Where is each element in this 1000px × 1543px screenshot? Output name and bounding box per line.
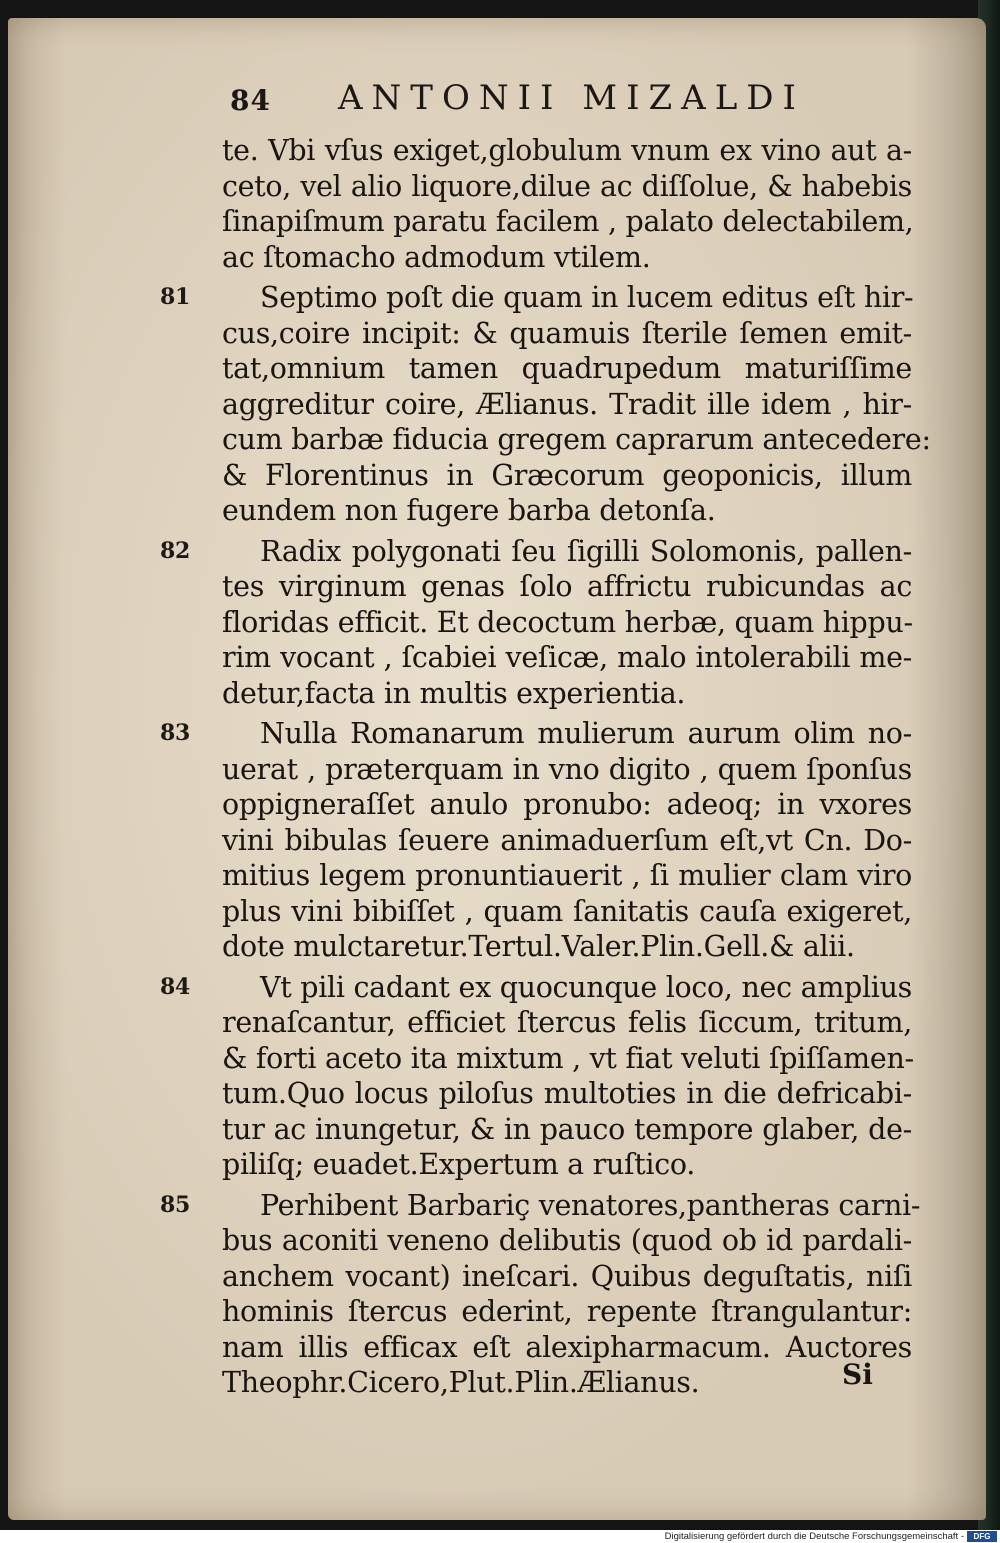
text-line: renaſcantur, efficiet ſtercus felis ſiccum, tritum, (222, 1006, 912, 1039)
text-line: vini bibulas ſeuere animaduerſum eſt,vt Cn. Do- (222, 823, 912, 857)
text-line: hominis ſtercus ederint, repente ſtrangulantur: (222, 1295, 912, 1328)
entry-number: 84 (160, 973, 191, 1000)
continuation-paragraph (222, 133, 912, 275)
text-line: ceto, vel alio liquore,dilue ac diſſolue, & habebis (222, 169, 912, 203)
text-line: piliſq; euadet.Expertum a ruſtico. (222, 1148, 696, 1181)
text-line: Theophr.Cicero,Plut.Plin.Ælianus. (222, 1366, 700, 1399)
running-head: ANTONII MIZALDI (338, 78, 805, 118)
text-line: Nulla Romanarum mulierum aurum olim no- (260, 717, 912, 750)
text-line: eundem non fugere barba detonſa. (222, 494, 716, 527)
page-body (160, 133, 931, 1401)
text-line: rim vocant , ſcabiei veſicæ, malo intolerabili me- (222, 641, 912, 674)
text-line: & Florentinus in Græcorum geoponicis, illum (222, 458, 912, 492)
entry-85 (160, 1188, 921, 1401)
text-line: plus vini bibiſſet , quam ſanitatis cauſa exigeret, (222, 894, 912, 928)
text-line: ſinapiſmum paratu facilem , palato delectabilem, (222, 205, 914, 238)
text-line: tur ac inungetur, & in pauco tempore glaber, de- (222, 1112, 912, 1146)
text-line: tes virginum genas ſolo affrictu rubicundas ac (222, 570, 912, 603)
text-line: floridas efficit. Et decoctum herbæ, quam hippu- (222, 605, 913, 639)
catchword: Si (842, 1358, 873, 1391)
entry-82 (160, 534, 913, 712)
text-line: cus,coire incipit: & quamuis ſterile ſemen emit- (222, 316, 912, 350)
text-line: Septimo poſt die quam in lucem editus eſt hir- (260, 281, 914, 314)
entry-83 (160, 716, 912, 965)
text-line: & forti aceto ita mixtum , vt fiat veluti ſpiſſamen- (222, 1041, 914, 1075)
text-line: te. Vbi vſus exiget,globulum vnum ex vino aut a- (222, 134, 912, 167)
text-line: mitius legem pronuntiauerit , ſi mulier clam viro (222, 859, 912, 892)
digitization-footer (0, 1530, 1000, 1543)
entry-number: 81 (160, 284, 191, 310)
text-line: oppigneraſſet anulo pronubo: adeoq; in vxores (222, 788, 912, 821)
entry-number: 83 (160, 720, 191, 746)
text-line: tum.Quo locus piloſus multoties in die defricabi- (222, 1077, 912, 1110)
page-number: 84 (230, 84, 271, 117)
entry-81 (160, 280, 931, 529)
text-line: aggreditur coire, Ælianus. Tradit ille idem , hir- (222, 387, 912, 421)
text-line: detur,facta in multis experientia. (222, 676, 686, 710)
text-line: ac ſtomacho admodum vtilem. (222, 240, 651, 274)
entry-84 (160, 970, 914, 1183)
text-line: nam illis efficax eſt alexipharmacum. Auctores (222, 1330, 912, 1364)
text-line: bus aconiti veneno delibutis (quod ob id pardali- (222, 1224, 912, 1257)
digitization-credit: Digitalisierung gefördert durch die Deutsche Forschungsgemeinschaft - (664, 1531, 964, 1542)
entry-number: 82 (160, 537, 191, 564)
text-line: Radix polygonati ſeu ſigilli Solomonis, pallen- (260, 534, 912, 568)
text-line: tat,omnium tamen quadrupedum maturiſſime (222, 352, 912, 385)
text-line: anchem vocant) ineſcari. Quibus deguſtatis, niſi (222, 1259, 912, 1293)
text-line: uerat , præterquam in vno digito , quem ſponſus (222, 752, 912, 786)
text-line: Perhibent Barbariç venatores,pantheras carni- (260, 1188, 921, 1222)
entry-number: 85 (160, 1191, 191, 1218)
text-line: dote mulctaretur.Tertul.Valer.Plin.Gell.& alii. (222, 930, 855, 963)
page-header (220, 78, 880, 118)
text-line: Vt pili cadant ex quocunque loco, nec amplius (260, 970, 912, 1004)
text-line: cum barbæ fiducia gregem caprarum antecedere: (222, 423, 931, 456)
dfg-logo: DFG (967, 1531, 997, 1542)
